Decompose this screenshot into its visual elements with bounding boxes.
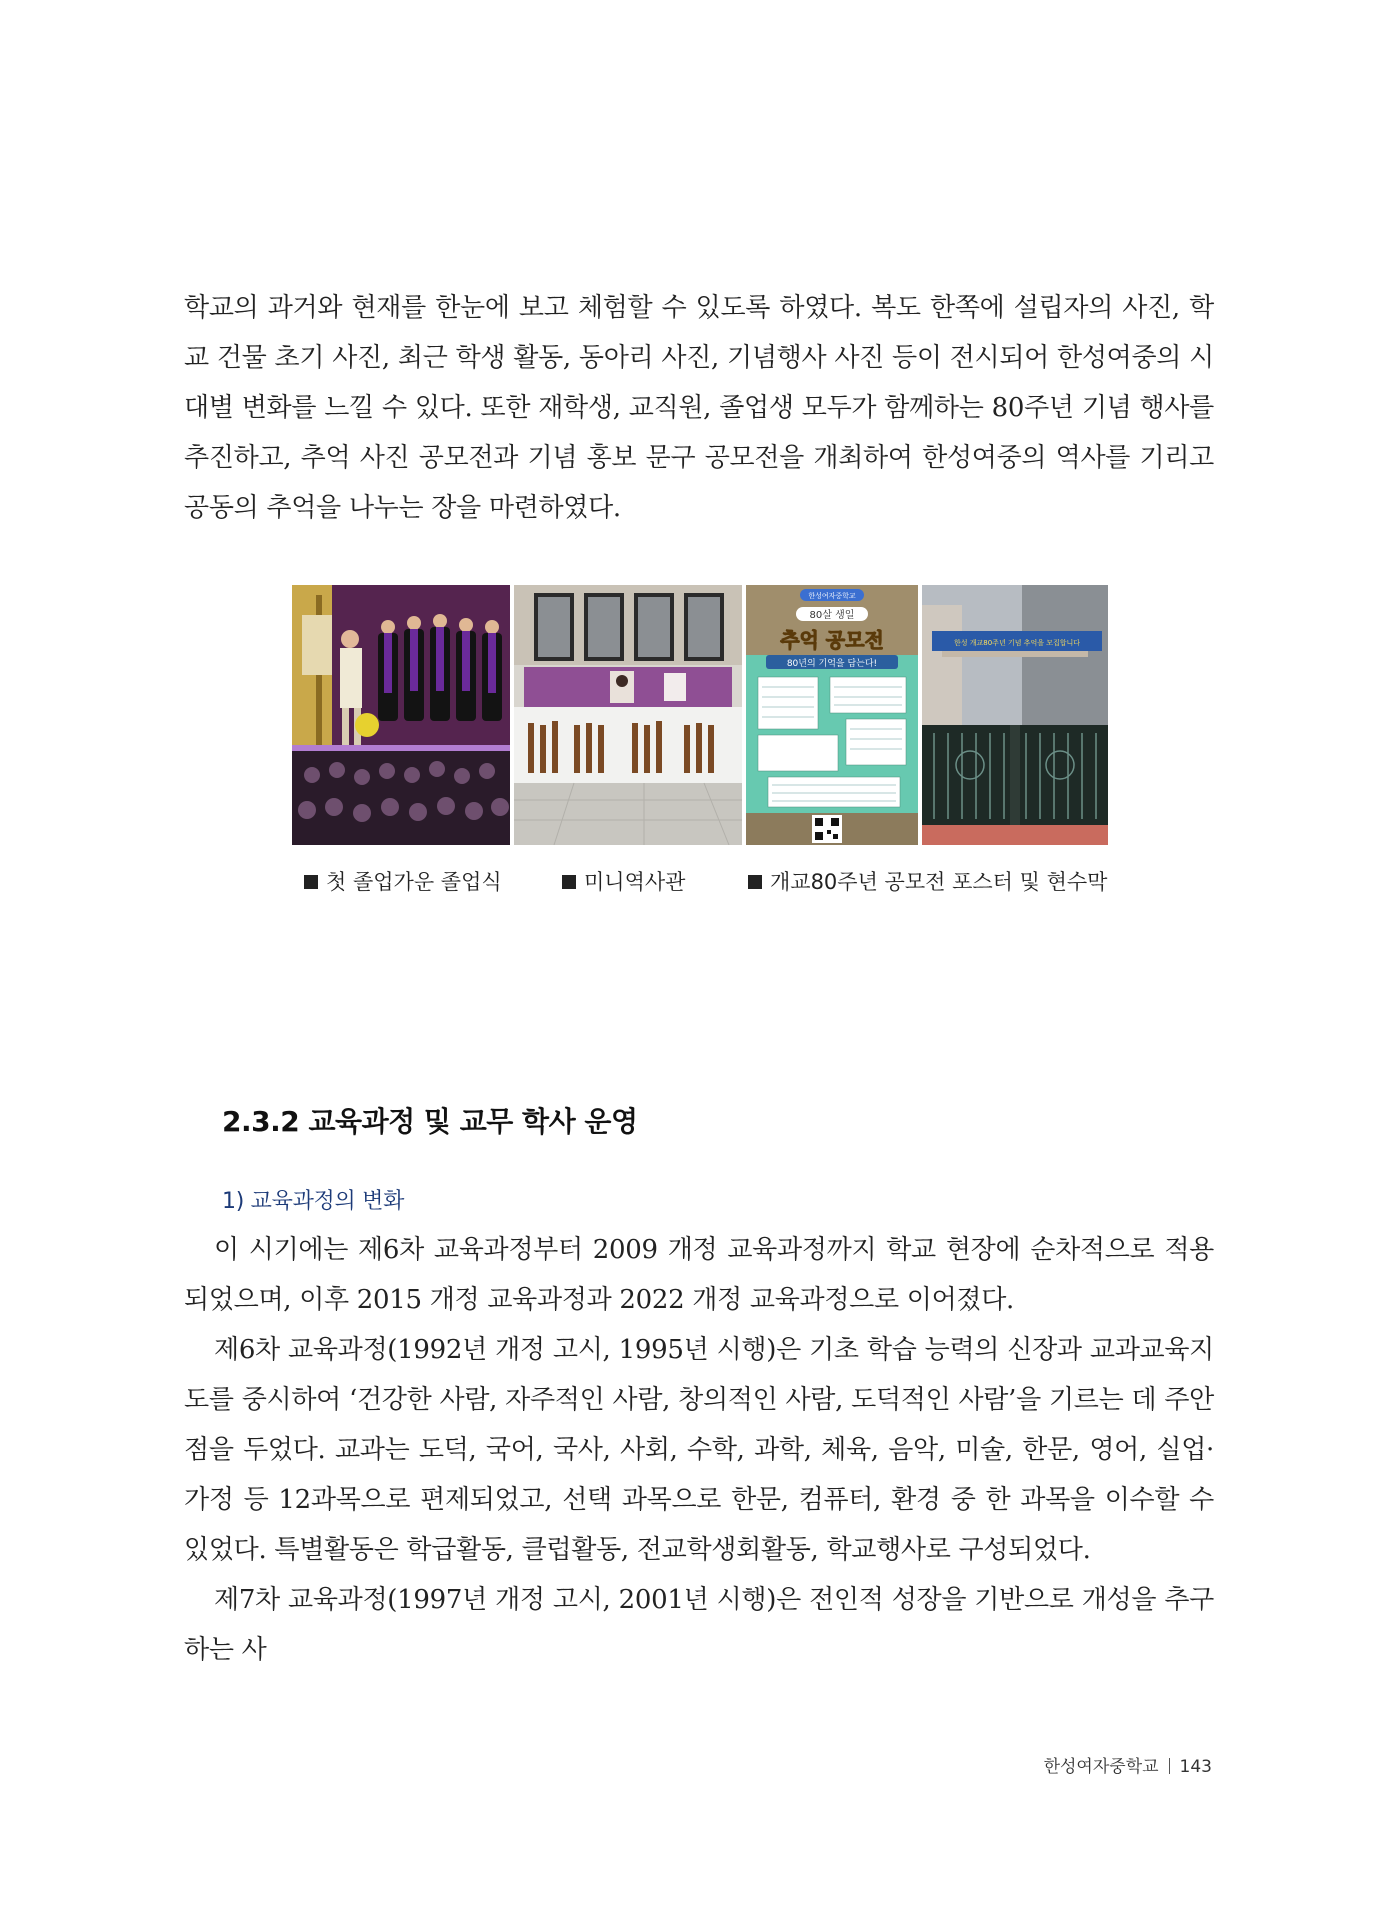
poster-badge-text: 한성여자중학교: [808, 592, 856, 600]
poster-top-text: 80살 생일: [809, 610, 855, 621]
page-number: 143: [1179, 1757, 1212, 1777]
footer-divider: [1169, 1758, 1170, 1774]
caption-graduation: 첫 졸업가운 졸업식: [304, 866, 502, 896]
caption-bullet-icon: [304, 875, 318, 889]
mini-museum-photo: [514, 585, 742, 845]
intro-paragraph: 학교의 과거와 현재를 한눈에 보고 체험할 수 있도록 하였다. 복도 한쪽에 설립자의 사진, 학교 건물 초기 사진, 최근 학생 활동, 동아리 사진, 기념행사 사진 등이 전시되어 한성여중의 시대별 변화를 느낄 수 있다. 또한 재학생, 교직원, 졸업생 모두가 함께하는 80주년 기념 행사를 추진하고, 추억 사진 공모전과 기념 홍보 문구 공모전을 개최하여 한성여중의 역사를 기리고 공동의 추억을 나누는 장을 마련하였다.: [184, 293, 1214, 523]
caption-bullet-icon: [748, 875, 762, 889]
subsection-title: 1) 교육과정의 변화: [222, 1189, 405, 1214]
page-footer: [1044, 1752, 1212, 1777]
graduation-photo: [292, 585, 510, 845]
caption-museum: 미니역사관: [562, 866, 685, 896]
body-paragraph-2: 제6차 교육과정(1992년 개정 고시, 1995년 시행)은 기초 학습 능력의 신장과 교과교육지도를 중시하여 ‘건강한 사람, 자주적인 사람, 창의적인 사람, 도덕적인 사람’을 기르는 데 주안점을 두었다. 교과는 도덕, 국어, 국사, 사회, 수학, 과학, 체육, 음악, 미술, 한문, 영어, 실업·가정 등 12과목으로 편제되었고, 선택 과목으로 한문, 컴퓨터, 환경 중 한 과목을 이수할 수 있었다. 특별활동은 학급활동, 클럽활동, 전교학생회활동, 학교행사로 구성되었다.: [184, 1335, 1214, 1565]
body-paragraph-1: 이 시기에는 제6차 교육과정부터 2009 개정 교육과정까지 학교 현장에 순차적으로 적용되었으며, 이후 2015 개정 교육과정과 2022 개정 교육과정으로 이어졌다.: [184, 1235, 1214, 1315]
footer-school-name: 한성여자중학교: [1043, 1757, 1159, 1777]
section-title: 2.3.2 교육과정 및 교무 학사 운영: [222, 1105, 638, 1138]
photo-strip: [292, 585, 1108, 845]
caption-bullet-icon: [562, 875, 576, 889]
caption-poster: 개교80주년 공모전 포스터 및 현수막: [748, 866, 1107, 896]
anniversary-poster: [746, 585, 918, 845]
body-paragraph-3: 제7차 교육과정(1997년 개정 고시, 2001년 시행)은 전인적 성장을 기반으로 개성을 추구하는 사: [184, 1585, 1214, 1665]
poster-title-text: 추억 공모전: [780, 628, 884, 652]
banner-text: 한성 개교80주년 기념 추억을 모집합니다: [954, 639, 1080, 647]
school-gate-photo: [922, 585, 1108, 845]
poster-sub-text: 80년의 기억을 담는다!: [786, 659, 878, 669]
body-text: [184, 1225, 1214, 1675]
